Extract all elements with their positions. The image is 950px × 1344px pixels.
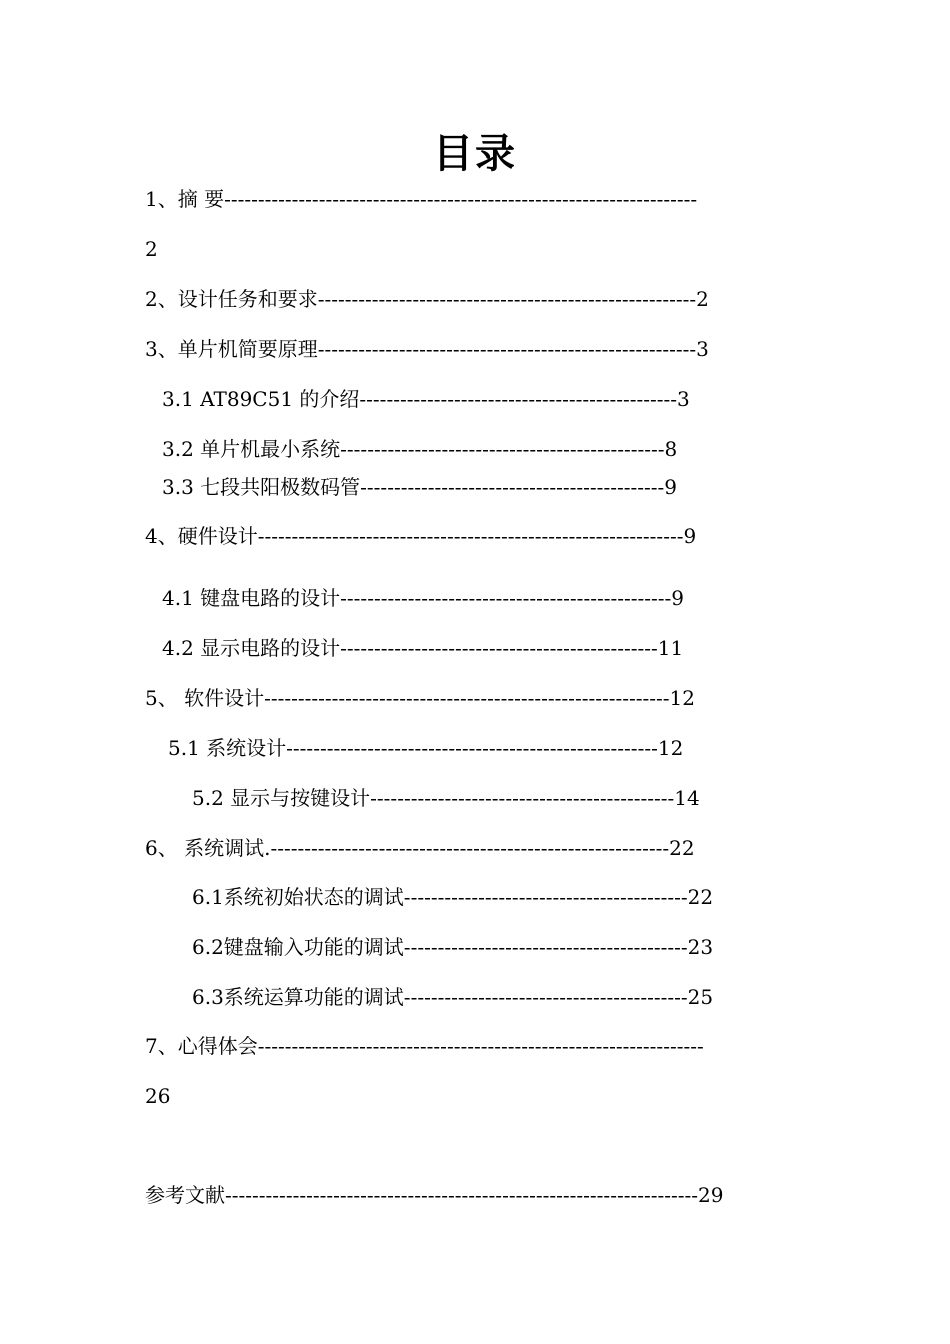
toc-entry-4-1[interactable]: 4.1 键盘电路的设计-------------------------------------------------9 (162, 586, 685, 610)
toc-entry-abstract[interactable]: 1、摘 要---------------------------------------------------------------------- (145, 187, 698, 211)
toc-entry-experience[interactable]: 7、心得体会------------------------------------------------------------------ (145, 1034, 704, 1058)
toc-entry-task[interactable]: 2、设计任务和要求--------------------------------------------------------2 (145, 287, 709, 311)
toc-entry-5-1[interactable]: 5.1 系统设计-------------------------------------------------------12 (168, 736, 684, 760)
page-title: 目录 (433, 131, 517, 177)
toc-entry-6-2[interactable]: 6.2键盘输入功能的调试------------------------------------------23 (192, 935, 714, 959)
toc-entry-6-1[interactable]: 6.1系统初始状态的调试------------------------------------------22 (192, 885, 714, 909)
toc-entry-references[interactable]: 参考文献----------------------------------------------------------------------29 (145, 1183, 724, 1207)
toc-entry-3-2[interactable]: 3.2 单片机最小系统------------------------------------------------8 (162, 437, 678, 461)
toc-entry-5-2[interactable]: 5.2 显示与按键设计---------------------------------------------14 (192, 786, 700, 810)
toc-page-experience: 26 (145, 1084, 171, 1108)
toc-entry-3-3[interactable]: 3.3 七段共阳极数码管---------------------------------------------9 (162, 475, 677, 499)
toc-entry-software[interactable]: 5、 软件设计------------------------------------------------------------12 (145, 686, 695, 710)
toc-entry-hardware[interactable]: 4、硬件设计---------------------------------------------------------------9 (145, 524, 697, 548)
toc-entry-6-3[interactable]: 6.3系统运算功能的调试------------------------------------------25 (192, 985, 714, 1009)
toc-entry-4-2[interactable]: 4.2 显示电路的设计-----------------------------------------------11 (162, 636, 684, 660)
toc-entry-principle[interactable]: 3、单片机简要原理--------------------------------------------------------3 (145, 337, 709, 361)
toc-entry-debug[interactable]: 6、 系统调试.-----------------------------------------------------------22 (145, 836, 695, 860)
toc-entry-3-1[interactable]: 3.1 AT89C51 的介绍-----------------------------------------------3 (162, 387, 690, 411)
toc-page-abstract: 2 (145, 237, 158, 261)
